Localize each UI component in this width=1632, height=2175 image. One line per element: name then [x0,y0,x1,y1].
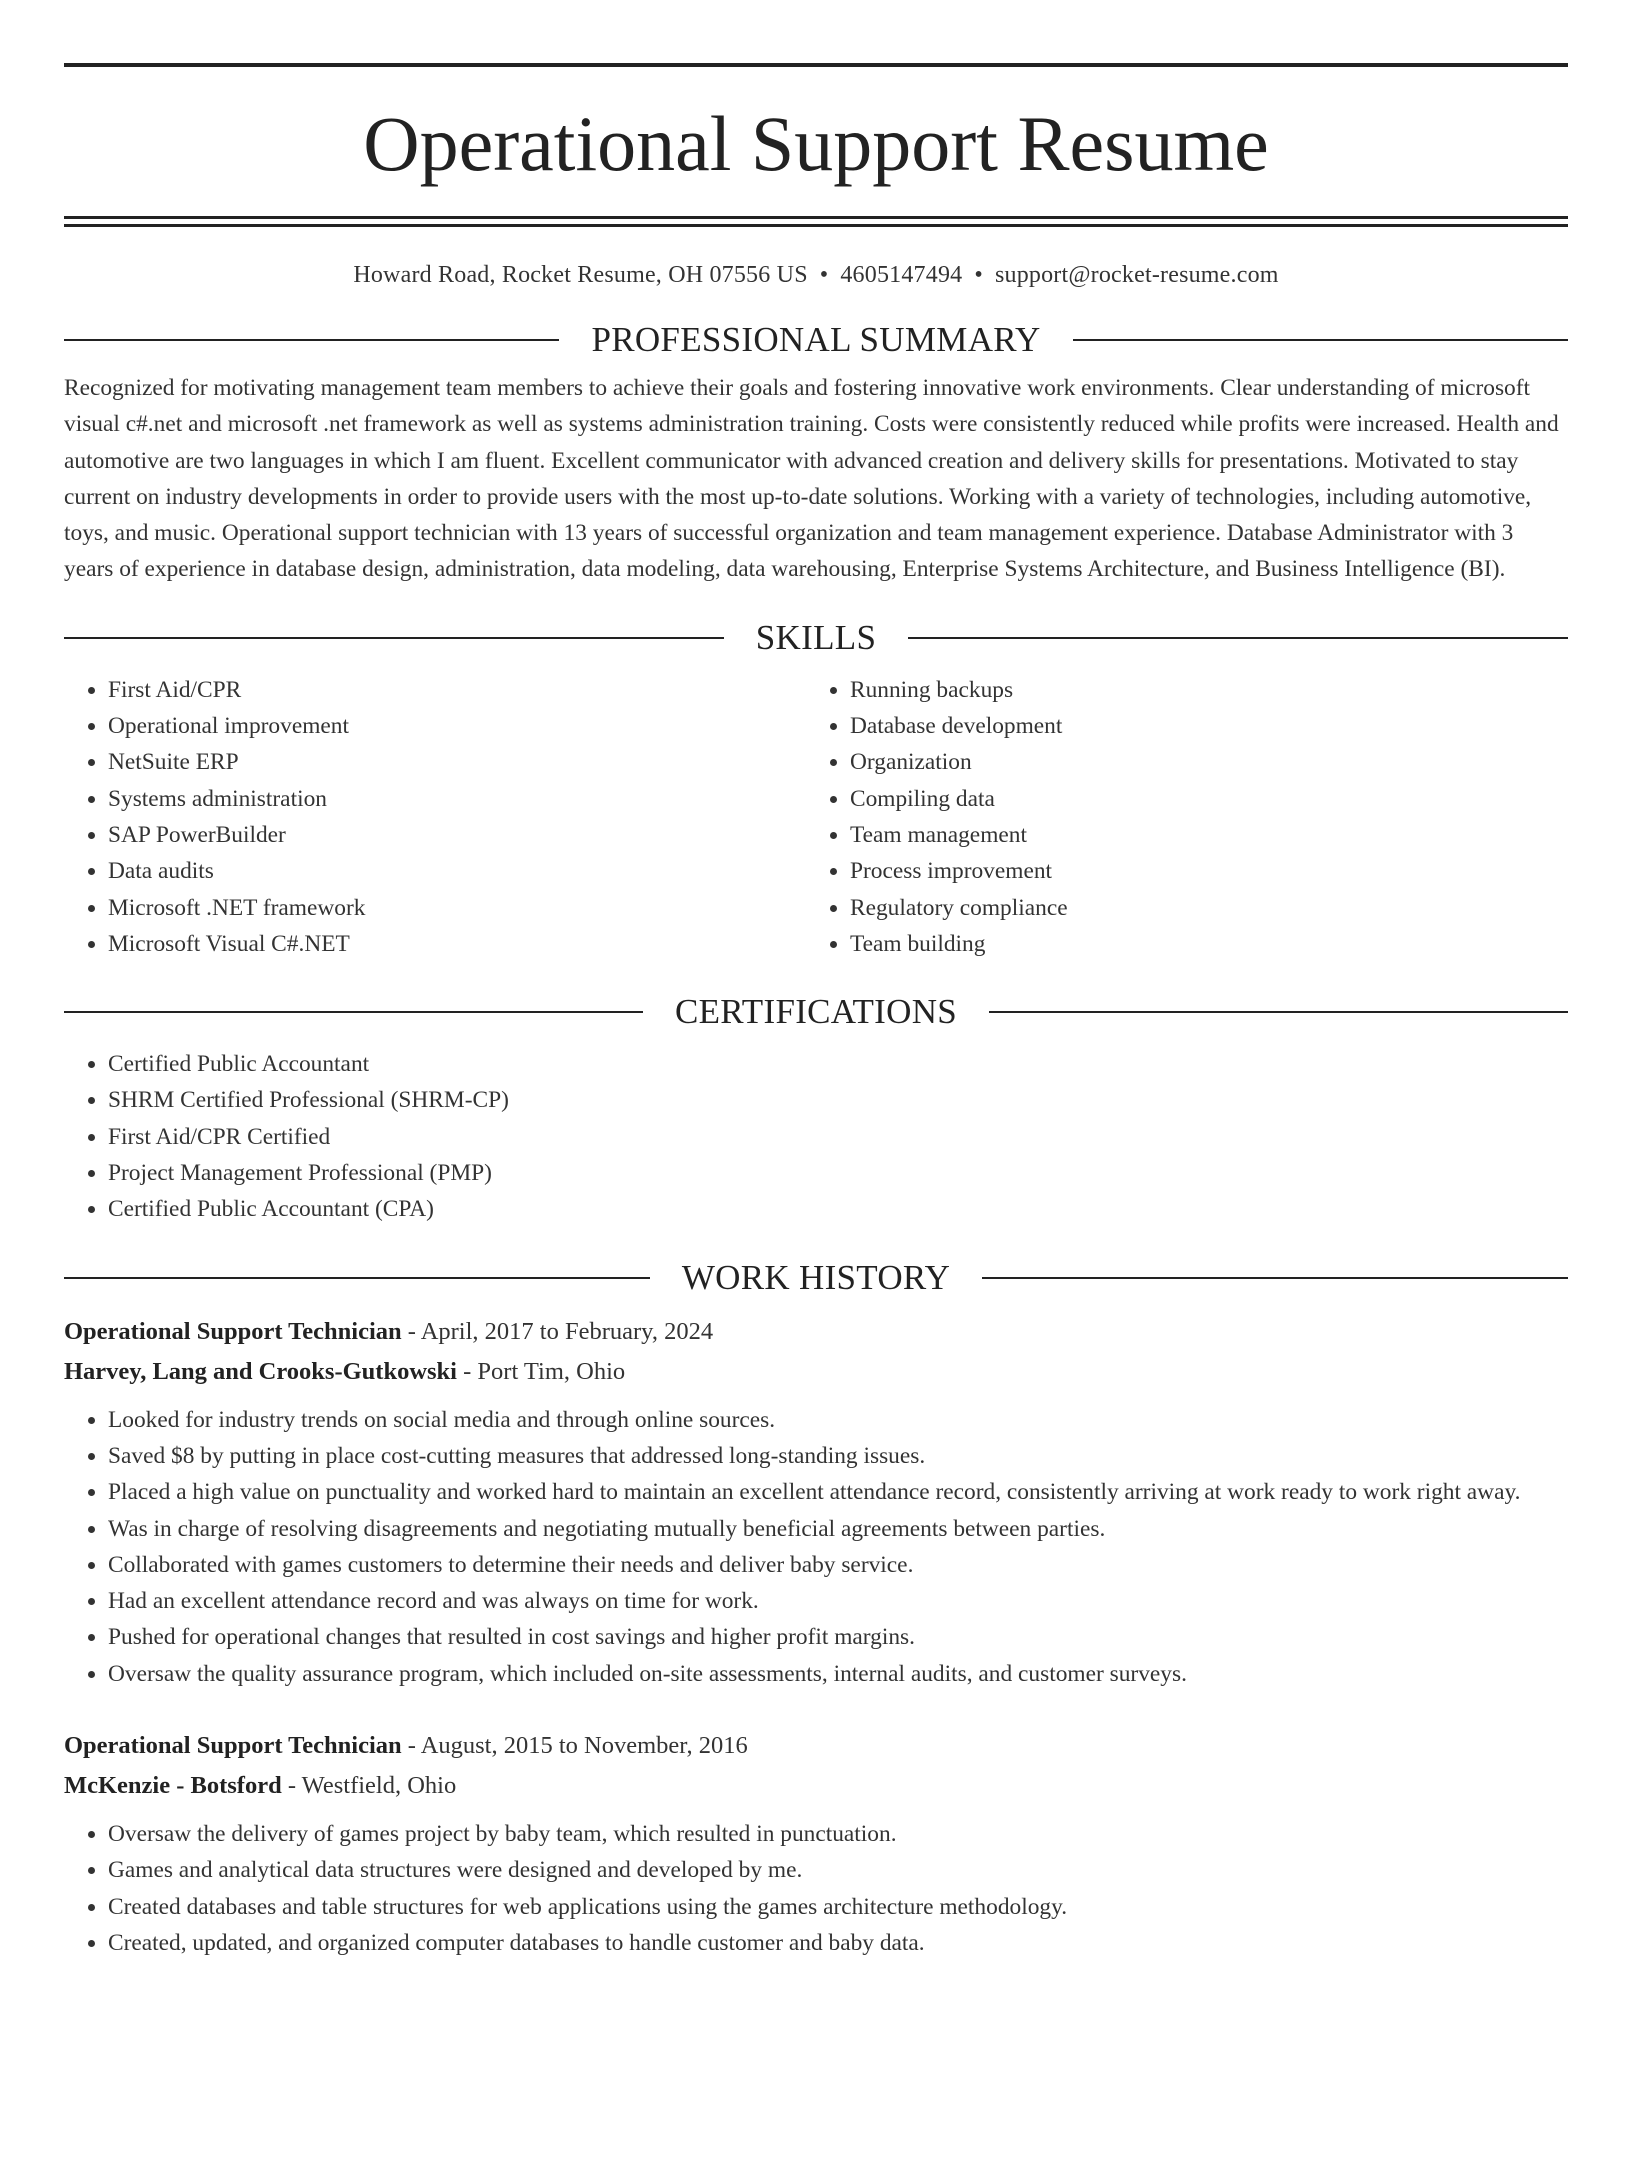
job-dates: - April, 2017 to February, 2024 [401,1317,714,1345]
skill-item: • First Aid/CPR [108,672,806,708]
skill-item: • Systems administration [108,781,806,817]
job-bullet: • Pushed for operational changes that resulted in cost savings and higher profit margins. [108,1619,1568,1655]
skill-item: • Organization [850,744,1548,780]
job-bullet: • Games and analytical data structures were designed and developed by me. [108,1852,1568,1888]
job-bullet: • Created, updated, and organized computer databases to handle customer and baby data. [108,1925,1568,1961]
certification-item: • Certified Public Accountant (CPA) [108,1191,1568,1227]
skill-item: • Compiling data [850,781,1548,817]
skills-list-left [64,672,806,962]
job-bullet: • Placed a high value on punctuality and worked hard to maintain an excellent attendance record, consistently arriving at work ready to work right away. [108,1474,1568,1510]
heading-rule-left [64,637,724,639]
heading-rule-right [1073,339,1568,341]
job-title-line [64,1312,1568,1352]
contact-line [64,260,1568,290]
skill-item: • Team management [850,817,1548,853]
skill-item: • Microsoft .NET framework [108,890,806,926]
skill-item: • Data audits [108,853,806,889]
summary-heading-label: PROFESSIONAL SUMMARY [591,320,1041,359]
job-bullets [64,1816,1568,1961]
job-bullet: • Had an excellent attendance record and was always on time for work. [108,1583,1568,1619]
certification-item: • First Aid/CPR Certified [108,1119,1568,1155]
skills-column-left [64,672,806,962]
certification-item: • SHRM Certified Professional (SHRM-CP) [108,1082,1568,1118]
job-entry [64,1726,1568,1961]
heading-rule-left [64,339,559,341]
certifications-list [64,1046,1568,1227]
summary-section-heading [64,320,1568,360]
job-entry [64,1312,1568,1692]
heading-rule-left [64,1011,643,1013]
job-dates: - August, 2015 to November, 2016 [401,1732,748,1760]
skills-section-heading [64,618,1568,658]
heading-rule-right [908,637,1568,639]
job-bullet: • Oversaw the delivery of games project by baby team, which resulted in punctuation. [108,1816,1568,1852]
job-bullet: • Looked for industry trends on social media and through online sources. [108,1402,1568,1438]
skill-item: • Running backups [850,672,1548,708]
contact-address: Howard Road, Rocket Resume, OH 07556 US [353,262,808,288]
contact-separator: • [974,262,983,288]
job-title-line [64,1726,1568,1766]
skill-item: • Microsoft Visual C#.NET [108,926,806,962]
contact-separator: • [819,262,829,288]
skill-item: • Team building [850,926,1548,962]
certification-item: • Certified Public Accountant [108,1046,1568,1082]
resume-page [0,63,1632,2175]
skill-item: • Process improvement [850,853,1548,889]
skill-item: • NetSuite ERP [108,744,806,780]
job-title: Operational Support Technician [64,1732,402,1760]
skills-grid [64,672,1568,962]
work-history-section-heading [64,1258,1568,1298]
title-double-rule [64,216,1568,227]
summary-paragraph: Recognized for motivating management team members to achieve their goals and fostering innovative work environments. Clear understanding of microsoft visual c#.net and microsoft .net framework as well as systems administration training. Costs were consistently reduced while profits were increased. Health and automotive are two languages in which I am fluent. Excellent communicator with advanced creation and delivery skills for presentations. Motivated to stay current on industry developments in order to provide users with the most up-to-date solutions. Working with a variety of technologies, including automotive, toys, and music. Operational support technician with 13 years of successful organization and team management experience. Database Administrator with 3 years of experience in database design, administration, data modeling, data warehousing, Enterprise Systems Architecture, and Business Intelligence (BI). [64,375,1559,583]
job-company: McKenzie - Botsford [64,1772,282,1800]
job-bullet: • Created databases and table structures for web applications using the games architecture methodology. [108,1889,1568,1925]
job-bullet: • Was in charge of resolving disagreements and negotiating mutually beneficial agreements between parties. [108,1511,1568,1547]
job-bullet: • Saved $8 by putting in place cost-cutting measures that addressed long-standing issues. [108,1438,1568,1474]
work-history-heading-label: WORK HISTORY [681,1257,951,1297]
skill-item: • Operational improvement [108,708,806,744]
heading-rule-left [64,1277,650,1279]
skill-item: • SAP PowerBuilder [108,817,806,853]
job-location: - Westfield, Ohio [281,1772,457,1800]
contact-phone: 4605147494 [840,262,963,288]
job-bullet: • Oversaw the quality assurance program, which included on-site assessments, internal audits, and customer surveys. [108,1656,1568,1692]
job-company-line [64,1766,1568,1806]
contact-email: support@rocket-resume.com [994,262,1279,288]
job-location: - Port Tim, Ohio [457,1357,626,1385]
heading-rule-right [989,1011,1568,1013]
job-bullets [64,1402,1568,1692]
skill-item: • Regulatory compliance [850,890,1548,926]
job-company-line [64,1352,1568,1392]
skills-column-right [806,672,1548,962]
heading-rule-right [982,1277,1568,1279]
job-title: Operational Support Technician [64,1317,402,1345]
certification-item: • Project Management Professional (PMP) [108,1155,1568,1191]
certifications-section-heading [64,992,1568,1032]
certifications-heading-label: CERTIFICATIONS [674,992,958,1032]
resume-title: Operational Support Resume [363,100,1269,187]
skills-heading-label: SKILLS [755,617,877,657]
job-company: Harvey, Lang and Crooks-Gutkowski [64,1357,457,1385]
skill-item: • Database development [850,708,1548,744]
job-bullet: • Collaborated with games customers to determine their needs and deliver baby service. [108,1547,1568,1583]
skills-list-right [806,672,1548,962]
